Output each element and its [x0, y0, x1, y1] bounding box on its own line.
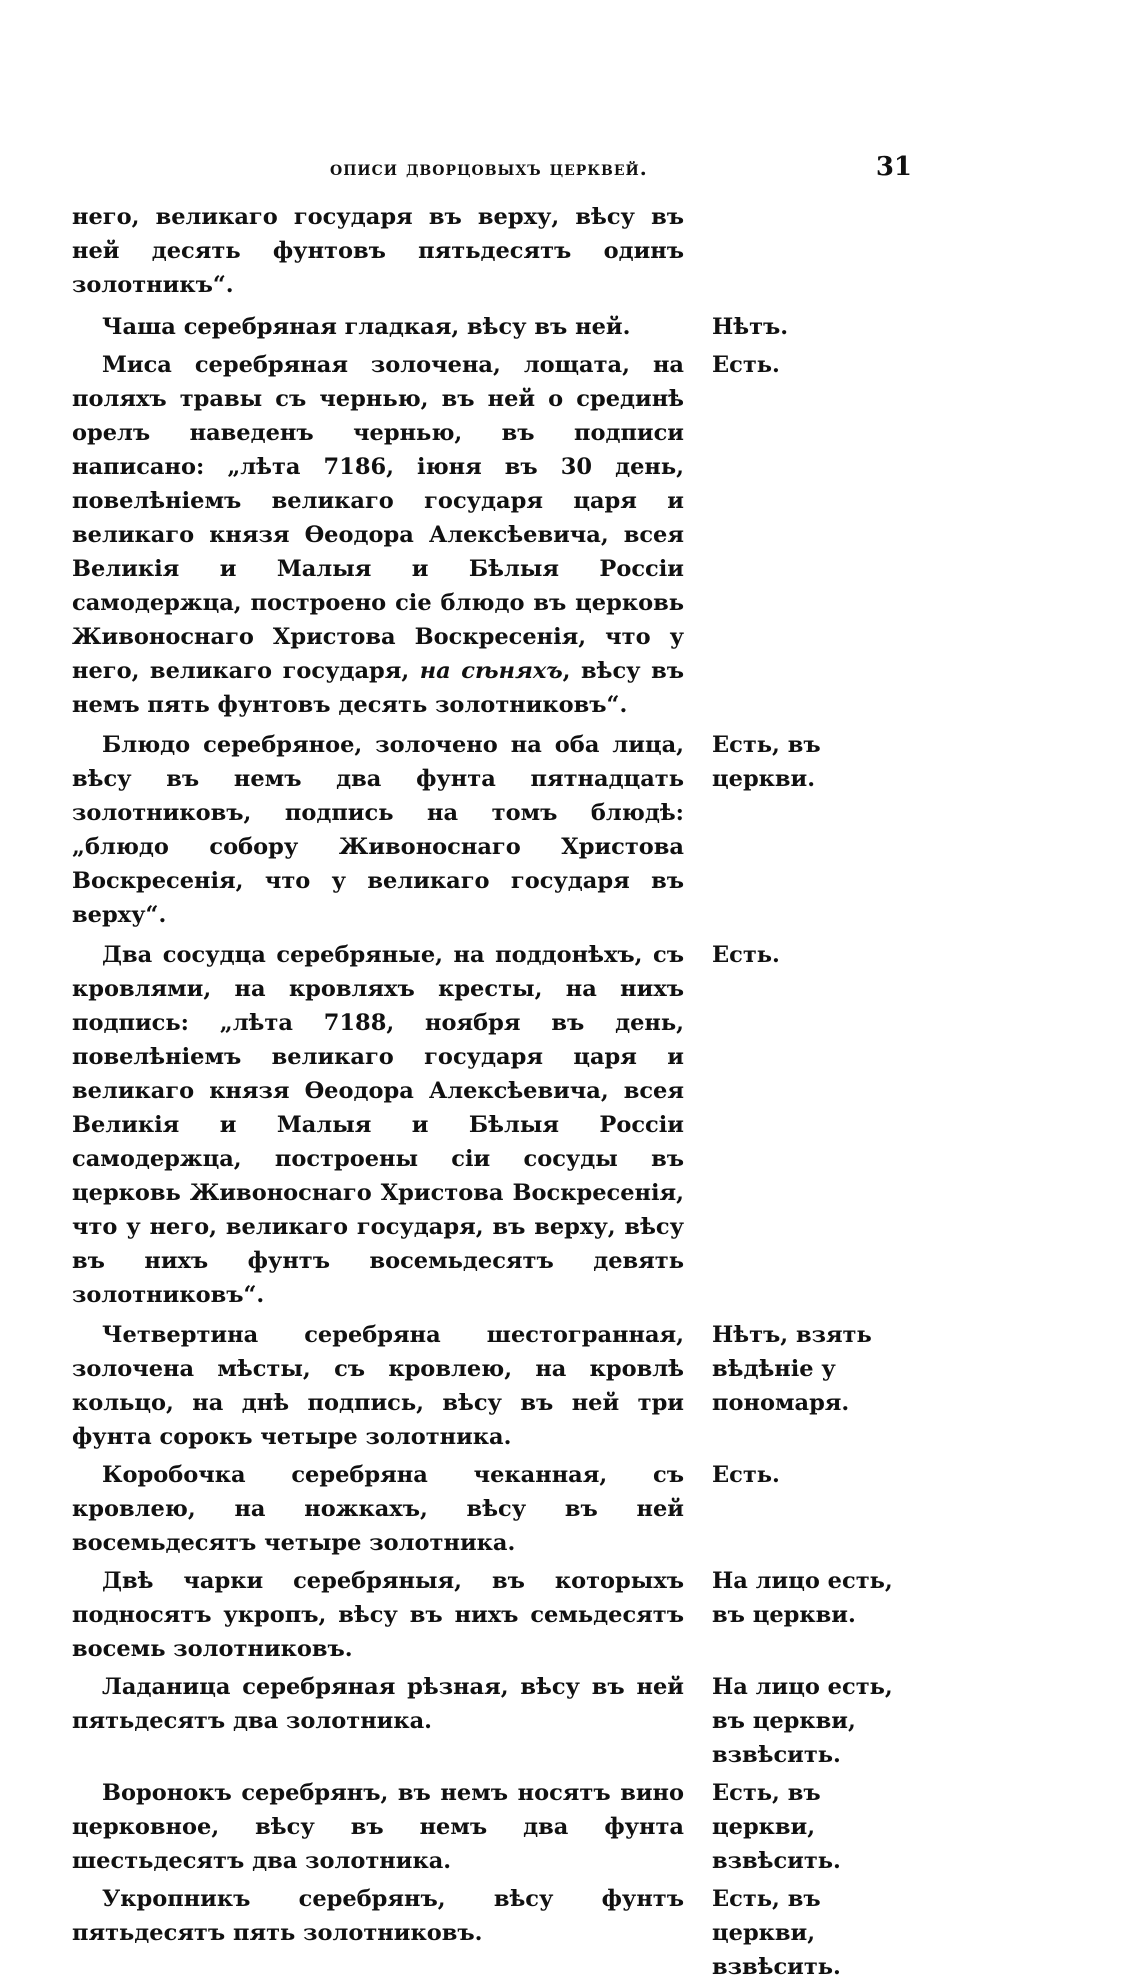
- entry-note: Нѣтъ, взять вѣдѣніе у пономаря.: [712, 1322, 872, 1416]
- entry-note: Есть, въ церкви, взвѣсить.: [712, 1886, 841, 1980]
- running-title: описи дворцовыхъ церквей.: [330, 156, 648, 180]
- entry-text-part: , вѣсу въ немъ пять фунтовъ десять золотниковъ“.: [72, 658, 684, 718]
- entry-text: Блюдо серебряное, золочено на оба лица, вѣсу въ немъ два фунта пятнадцать золотниковъ, подпись на томъ блюдѣ: „блюдо собору Живоноснаго Христова Воскресенія, что у великаго государя въ верху“.: [72, 732, 684, 928]
- inventory-entry: [72, 200, 912, 302]
- inventory-entry: [72, 310, 912, 344]
- entry-text: Два сосудца серебряные, на поддонѣхъ, съ кровлями, на кровляхъ кресты, на нихъ подпись: „лѣта 7188, ноября въ день, повелѣніемъ великаго государя царя и великаго князя Ѳеодора Алексѣевича, всея Великія и Малыя и Бѣлыя Россіи самодержца, построены сіи сосуды въ церковь Живоноснаго Христова Воскресенія, что у него, великаго государя, въ верху, вѣсу въ нихъ фунтъ восемьдесятъ девять золотниковъ“.: [72, 942, 684, 1308]
- entry-text: [72, 348, 684, 722]
- inventory-entry: [72, 1776, 912, 1878]
- entry-text-italic: на сѣняхъ: [419, 658, 563, 684]
- inventory-entry: [72, 938, 912, 1312]
- entry-text: Коробочка серебряна чеканная, съ кровлею, на ножкахъ, вѣсу въ ней восемьдесятъ четыре золотника.: [72, 1462, 684, 1556]
- page-number: 31: [875, 152, 912, 182]
- entry-text: Воронокъ серебрянъ, въ немъ носятъ вино церковное, вѣсу въ немъ два фунта шестьдесятъ два золотника.: [72, 1780, 684, 1874]
- entry-text-part: Миса серебряная золочена, лощата, на поляхъ травы съ чернью, въ ней о срединѣ орелъ наведенъ чернью, въ подписи написано: „лѣта 7186, іюня въ 30 день, повелѣніемъ великаго государя царя и великаго князя Ѳеодора Алексѣевича, всея Великія и Малыя и Бѣлыя Россіи самодержца, построено сіе блюдо въ церковь Живоноснаго Христова Воскресенія, что у него, великаго государя,: [72, 352, 684, 684]
- entry-note: Есть.: [712, 1462, 780, 1488]
- inventory-entry: [72, 1670, 912, 1772]
- entry-text: него, великаго государя въ верху, вѣсу въ ней десять фунтовъ пятьдесятъ одинъ золотникъ“.: [72, 204, 684, 298]
- inventory-entries: [72, 200, 912, 1986]
- inventory-entry: [72, 728, 912, 932]
- entry-note: Есть, въ церкви, взвѣсить.: [712, 1780, 841, 1874]
- page-header: [72, 152, 912, 188]
- inventory-entry: [72, 1882, 912, 1984]
- entry-note: На лицо есть, въ церкви, взвѣсить.: [712, 1674, 893, 1768]
- inventory-entry: [72, 1564, 912, 1666]
- entry-note: На лицо есть, въ церкви.: [712, 1568, 893, 1628]
- entry-text: Чаша серебряная гладкая, вѣсу въ ней.: [102, 314, 631, 340]
- entry-text: Укропникъ серебрянъ, вѣсу фунтъ пятьдесятъ пять золотниковъ.: [72, 1886, 684, 1946]
- entry-note: [712, 200, 902, 302]
- entry-text: Четвертина серебряна шестогранная, золочена мѣсты, съ кровлею, на кровлѣ кольцо, на днѣ подпись, вѣсу въ ней три фунта сорокъ четыре золотника.: [72, 1322, 684, 1450]
- entry-text: Двѣ чарки серебряныя, въ которыхъ подносятъ укропъ, вѣсу въ нихъ семьдесятъ восемь золотниковъ.: [72, 1568, 684, 1662]
- entry-text: Ладаница серебряная рѣзная, вѣсу въ ней пятьдесятъ два золотника.: [72, 1674, 684, 1734]
- inventory-entry: [72, 1318, 912, 1454]
- entry-note: Есть, въ церкви.: [712, 732, 821, 792]
- entry-note: Есть.: [712, 942, 780, 968]
- inventory-entry: [72, 348, 912, 722]
- inventory-entry: [72, 1458, 912, 1560]
- entry-note: Нѣтъ.: [712, 314, 789, 340]
- entry-note: Есть.: [712, 352, 780, 378]
